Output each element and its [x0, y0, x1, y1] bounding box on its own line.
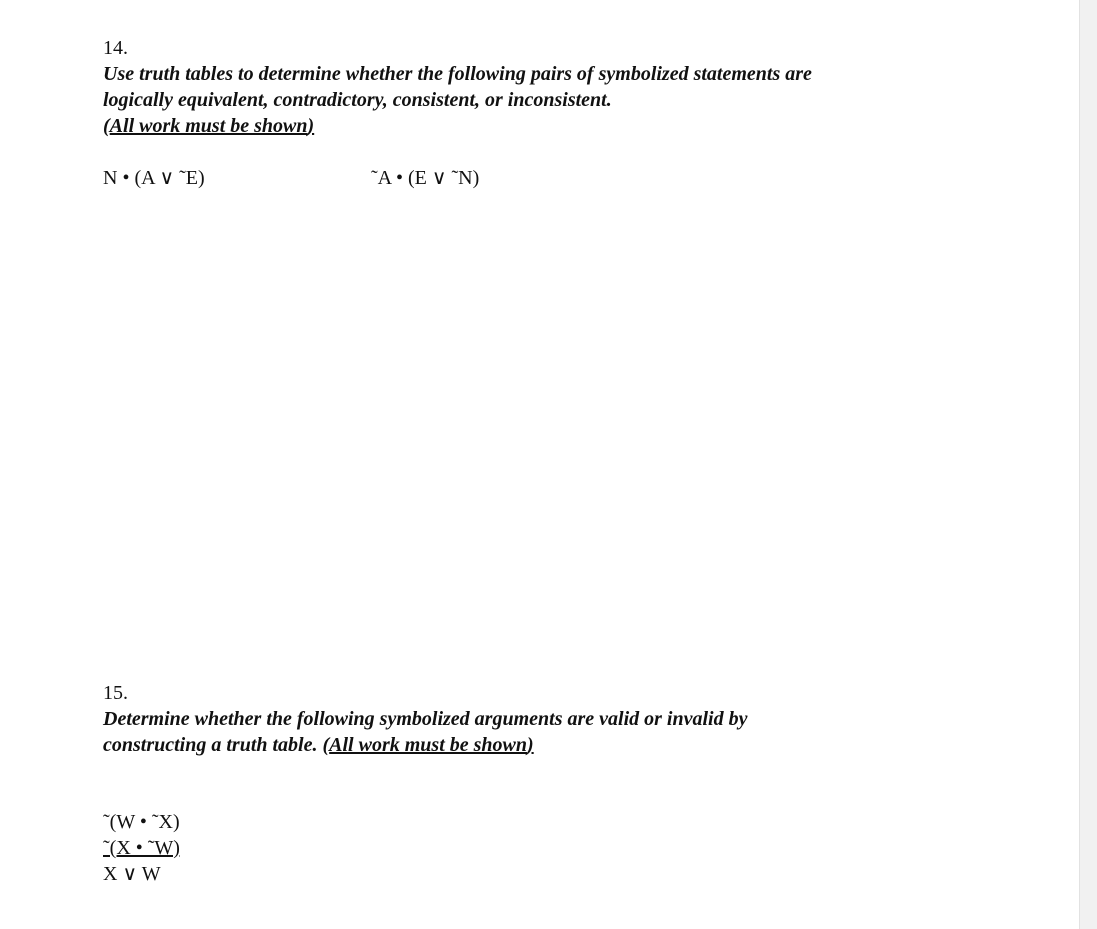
question-14-right-statement: ˜A • (E ∨ ˜N): [371, 167, 480, 189]
argument-conclusion: X ∨ W: [103, 863, 161, 885]
argument-premise-1: ˜(W • ˜X): [103, 811, 180, 833]
question-15-instruction-line1: Determine whether the following symbolized arguments are valid or invalid by: [103, 708, 748, 730]
paren-open: (: [103, 115, 110, 137]
all-work-must-be-shown: All work must be shown: [109, 115, 308, 137]
question-14-instruction-line1: Use truth tables to determine whether the following pairs of symbolized statements are: [103, 63, 812, 85]
all-work-must-be-shown: All work must be shown: [329, 734, 527, 756]
question-14-left-statement: N • (A ∨ ˜E): [103, 167, 205, 189]
question-15-number: 15.: [103, 682, 128, 704]
scrollbar-track[interactable]: [1079, 0, 1097, 929]
paren-close: ): [307, 115, 315, 137]
instruction-prefix: constructing a truth table. (: [103, 734, 330, 756]
question-15-instruction-line2: [103, 732, 534, 758]
question-14-number: 14.: [103, 37, 128, 59]
question-14-work-note: [103, 113, 314, 139]
argument-premise-2: ˜(X • ˜W): [103, 837, 180, 859]
question-14-instruction-line2: logically equivalent, contradictory, consistent, or inconsistent.: [103, 89, 612, 111]
paren-close: ): [527, 734, 534, 756]
